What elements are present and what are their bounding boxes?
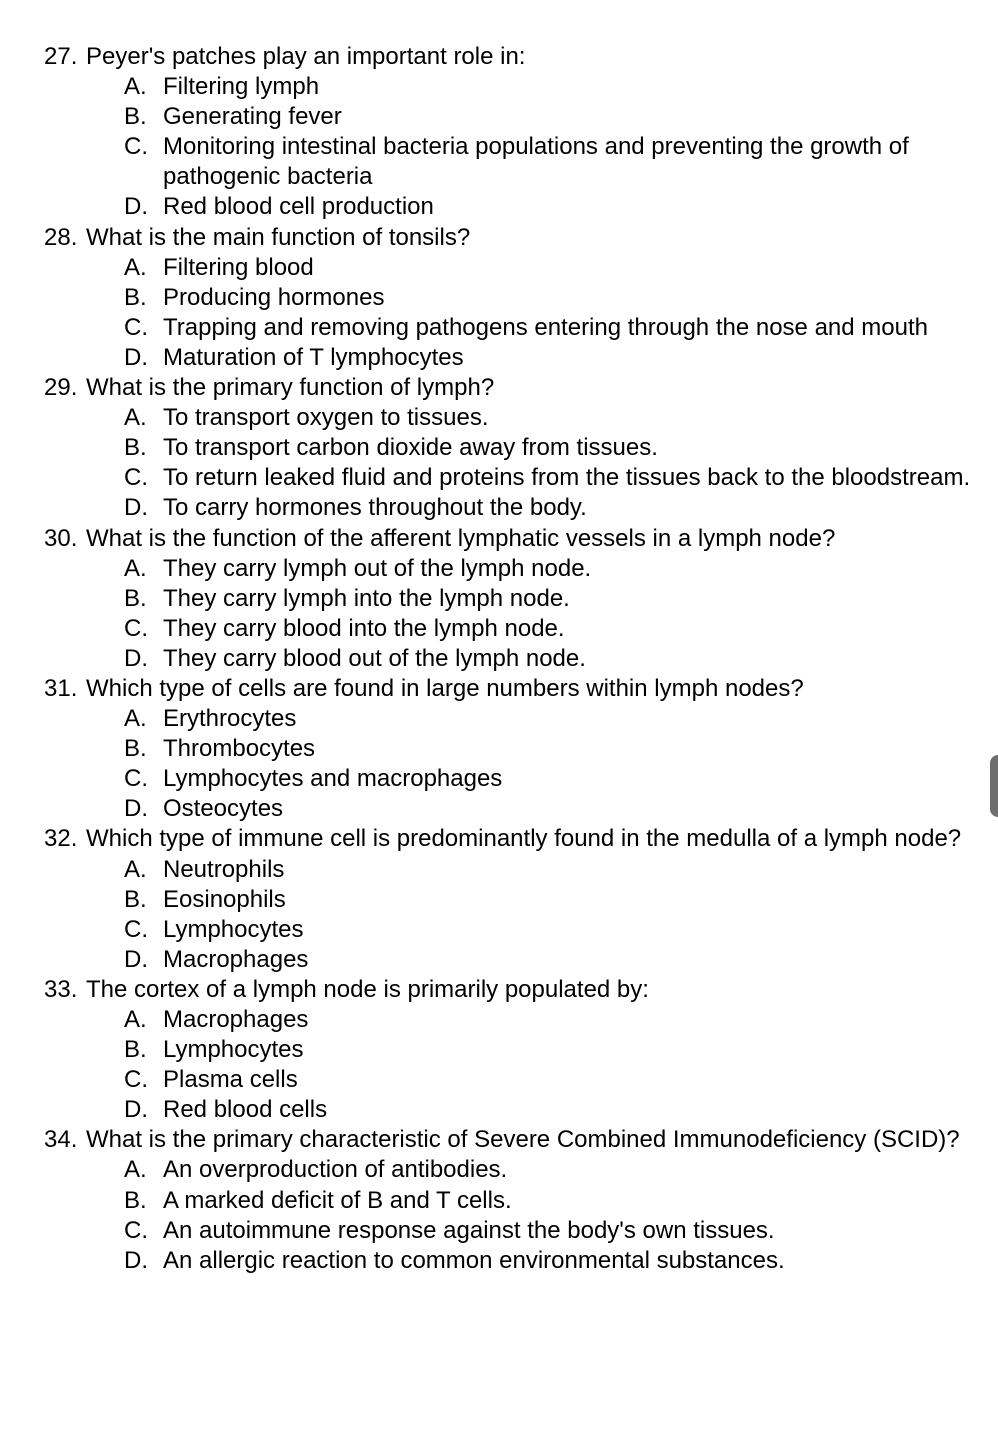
option-a — [0, 1005, 998, 1035]
option-list — [0, 72, 998, 222]
option-letter: D. — [124, 945, 148, 973]
question-number: 33. — [44, 975, 78, 1003]
option-c — [0, 614, 998, 644]
option-letter: B. — [124, 1036, 147, 1064]
option-text: They carry lymph out of the lymph node. — [163, 554, 592, 582]
question-prompt — [0, 824, 998, 854]
option-text: Filtering lymph — [163, 73, 320, 101]
option-letter: C. — [124, 1216, 148, 1244]
option-letter: B. — [124, 1186, 147, 1214]
option-letter: B. — [124, 283, 147, 311]
option-letter: B. — [124, 885, 147, 913]
option-text: An allergic reaction to common environmental substances. — [163, 1246, 785, 1274]
question-prompt — [0, 674, 998, 704]
question-text: What is the function of the afferent lymphatic vessels in a lymph node? — [86, 524, 836, 552]
option-text: Lymphocytes — [163, 1036, 304, 1064]
option-text: A marked deficit of B and T cells. — [163, 1186, 512, 1214]
option-d — [0, 493, 998, 523]
option-d — [0, 644, 998, 674]
question-text: What is the primary characteristic of Severe Combined Immunodeficiency (SCID)? — [86, 1126, 960, 1154]
question-text: What is the primary function of lymph? — [86, 374, 495, 402]
option-text: Producing hormones — [163, 283, 385, 311]
question-27 — [0, 42, 998, 223]
option-letter: C. — [124, 1066, 148, 1094]
option-c — [0, 1065, 998, 1095]
option-letter: A. — [124, 554, 147, 582]
option-text: Filtering blood — [163, 253, 314, 281]
option-a — [0, 72, 998, 102]
option-text: To carry hormones throughout the body. — [163, 494, 587, 522]
question-28 — [0, 223, 998, 373]
option-text: Generating fever — [163, 103, 342, 131]
option-c — [0, 313, 998, 343]
option-letter: D. — [124, 193, 148, 221]
option-list — [0, 1155, 998, 1275]
question-number: 28. — [44, 223, 78, 251]
question-prompt — [0, 1125, 998, 1155]
option-text: They carry lymph into the lymph node. — [163, 584, 570, 612]
question-29 — [0, 373, 998, 523]
option-list — [0, 403, 998, 523]
option-letter: C. — [124, 614, 148, 642]
option-c — [0, 915, 998, 945]
question-text: Which type of cells are found in large numbers within lymph nodes? — [86, 674, 804, 702]
option-c — [0, 463, 998, 493]
option-letter: A. — [124, 855, 147, 883]
option-text: They carry blood out of the lymph node. — [163, 644, 586, 672]
option-letter: C. — [124, 915, 148, 943]
option-letter: D. — [124, 343, 148, 371]
option-d — [0, 1095, 998, 1125]
option-d — [0, 945, 998, 975]
option-letter: A. — [124, 73, 147, 101]
option-list — [0, 554, 998, 674]
question-prompt — [0, 373, 998, 403]
question-text: The cortex of a lymph node is primarily populated by: — [86, 975, 649, 1003]
question-31 — [0, 674, 998, 824]
option-a — [0, 554, 998, 584]
option-text: Neutrophils — [163, 855, 285, 883]
question-32 — [0, 824, 998, 974]
option-b — [0, 102, 998, 132]
option-a — [0, 704, 998, 734]
option-c — [0, 764, 998, 794]
option-b — [0, 734, 998, 764]
question-prompt — [0, 223, 998, 253]
option-text: Lymphocytes — [163, 915, 304, 943]
option-b — [0, 1186, 998, 1216]
option-letter: A. — [124, 253, 147, 281]
option-list — [0, 855, 998, 975]
option-letter: B. — [124, 735, 147, 763]
question-number: 29. — [44, 374, 78, 402]
option-text: To return leaked fluid and proteins from the tissues back to the bloodstream. — [163, 464, 971, 492]
option-c — [0, 132, 998, 192]
option-text: To transport oxygen to tissues. — [163, 404, 489, 432]
option-letter: A. — [124, 705, 147, 733]
option-text: Thrombocytes — [163, 735, 316, 763]
option-text: Eosinophils — [163, 885, 286, 913]
option-a — [0, 1155, 998, 1185]
question-number: 34. — [44, 1126, 78, 1154]
option-text: An autoimmune response against the body's own tissues. — [163, 1216, 775, 1244]
option-letter: A. — [124, 404, 147, 432]
option-text: Red blood cell production — [163, 193, 434, 221]
option-text: An overproduction of antibodies. — [163, 1156, 508, 1184]
question-34 — [0, 1125, 998, 1275]
question-number: 30. — [44, 524, 78, 552]
question-prompt — [0, 524, 998, 554]
option-text: Erythrocytes — [163, 705, 297, 733]
option-a — [0, 253, 998, 283]
option-a — [0, 855, 998, 885]
option-letter: C. — [124, 133, 148, 161]
question-text: Peyer's patches play an important role in: — [86, 43, 526, 70]
option-text: Red blood cells — [163, 1096, 328, 1124]
option-b — [0, 1035, 998, 1065]
option-text: Macrophages — [163, 1006, 309, 1033]
option-letter: B. — [124, 103, 147, 131]
option-list — [0, 253, 998, 373]
question-text: What is the main function of tonsils? — [86, 223, 471, 251]
option-text: To transport carbon dioxide away from tissues. — [163, 434, 658, 462]
option-a — [0, 403, 998, 433]
option-letter: B. — [124, 584, 147, 612]
option-letter: C. — [124, 464, 148, 492]
option-d — [0, 1246, 998, 1276]
option-c — [0, 1216, 998, 1246]
option-letter: D. — [124, 644, 148, 672]
quiz-document — [0, 42, 998, 1276]
option-text: Macrophages — [163, 945, 309, 973]
option-text: Osteocytes — [163, 795, 284, 823]
option-b — [0, 584, 998, 614]
option-b — [0, 433, 998, 463]
option-list — [0, 704, 998, 824]
option-letter: C. — [124, 765, 148, 793]
option-d — [0, 192, 998, 222]
option-d — [0, 343, 998, 373]
option-letter: D. — [124, 1096, 148, 1124]
option-letter: D. — [124, 1246, 148, 1274]
option-letter: D. — [124, 494, 148, 522]
question-33 — [0, 975, 998, 1125]
option-text: Plasma cells — [163, 1066, 298, 1094]
option-text: Maturation of T lymphocytes — [163, 343, 464, 371]
question-text: Which type of immune cell is predominantly found in the medulla of a lymph node? — [86, 825, 962, 853]
option-text: Monitoring intestinal bacteria populations and preventing the growth of pathogenic bacteria — [163, 133, 909, 191]
option-text: Lymphocytes and macrophages — [163, 765, 503, 793]
option-letter: D. — [124, 795, 148, 823]
option-letter: C. — [124, 313, 148, 341]
question-30 — [0, 524, 998, 674]
question-number: 31. — [44, 674, 78, 702]
option-letter: A. — [124, 1156, 147, 1184]
scroll-handle[interactable] — [990, 755, 998, 817]
option-letter: A. — [124, 1006, 147, 1033]
question-prompt — [0, 42, 998, 72]
option-b — [0, 885, 998, 915]
question-number: 27. — [44, 43, 78, 70]
option-letter: B. — [124, 434, 147, 462]
option-b — [0, 283, 998, 313]
question-number: 32. — [44, 825, 78, 853]
option-text: They carry blood into the lymph node. — [163, 614, 565, 642]
question-prompt — [0, 975, 998, 1005]
option-d — [0, 794, 998, 824]
option-list — [0, 1005, 998, 1125]
option-text: Trapping and removing pathogens entering through the nose and mouth — [163, 313, 928, 341]
